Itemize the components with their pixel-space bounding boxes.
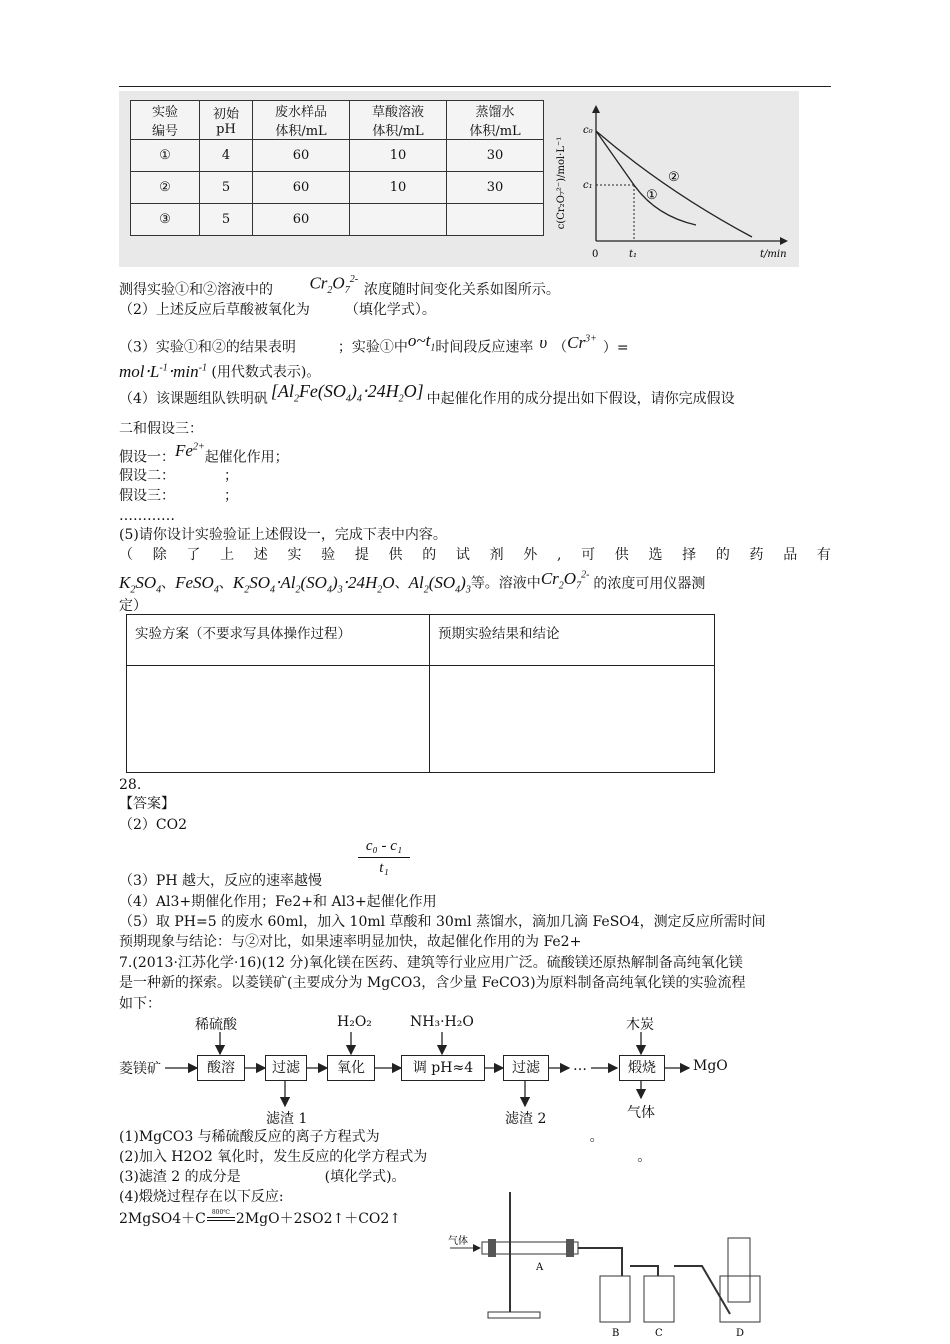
trough-D [720,1276,760,1322]
q5-char: 上 [220,547,235,563]
dichromate-formula: $Cr_2O_7^{2-}$ [309,273,359,297]
unit-formula: $mol\cdot L^{-1}\cdot\min^{-1}$ [119,361,207,381]
rate-fraction [358,838,410,877]
alum-formula: $[Al_2Fe(SO_4)_4\cdot 24H_2O]$ [270,381,424,405]
q5-char: 了 [186,547,201,563]
q4-text: 中起催化作用的成分提出如下假设，请你完成假设 [426,391,735,407]
x-axis-label: t/min [760,249,787,260]
y-axis-label: c(Cr₂O₇²⁻)/mol·L⁻¹ [556,136,567,230]
hypothesis-1 [119,440,289,467]
question-7-cont: 是一种新的探索。以菱镁矿(主要成分为 MgCO3，含少量 FeCO3)为原料制备高纯氧化镁的实验流程 [119,975,746,991]
flow-step-box: 煅烧 [619,1055,665,1081]
table-cell: ③ [131,204,200,236]
flow-step-box: 过滤 [503,1055,549,1081]
header-cell: 预期实验结果和结论 [430,615,715,666]
experiment-table [130,100,544,236]
q5-char: 验 [321,547,336,563]
concentration-graph [556,91,799,267]
flow-step-box: 酸溶 [197,1055,245,1081]
header-cell: 体积/mL [275,124,327,139]
q5-char: 试 [455,547,470,563]
question-7-1: (1)MgCO3 与稀硫酸反应的离子方程式为 。 [119,1129,604,1145]
reagents-text: 的浓度可用仪器测 [593,575,706,592]
header-cell: 初始 [212,107,239,122]
intro-line [119,272,560,299]
y-axis-arrow [592,105,600,113]
q5-char: 药 [749,547,764,563]
q5-char: 剂 [489,547,504,563]
question-7-4: (4)煅烧过程存在以下反应: [119,1189,284,1205]
header-rule [119,86,831,87]
table-cell: 4 [200,140,253,172]
q5-char: 供 [614,547,629,563]
table-cell: 30 [447,140,544,172]
flow-residue-label: 滤渣 2 [505,1111,547,1127]
equation-left: 2MgSO4＋C [119,1211,206,1227]
design-table [126,614,715,773]
t1-label: t₁ [629,249,638,260]
answer-2: （2）CO2 [119,817,188,833]
table-cell: 60 [253,204,350,236]
q3-text: (用代数式表示)。 [211,364,321,381]
label-D: D [736,1328,745,1339]
q3-text: （ [553,339,568,356]
header-cell: 体积/mL [372,124,424,139]
question-number: 28. [119,777,142,793]
header-cell: pH [216,122,236,137]
sep: 、 [218,575,233,592]
intro-text: 测得实验①和②溶液中的 [119,282,273,299]
answer-heading: 【答案】 [119,796,175,812]
table-row [127,615,715,666]
condition-text: 800℃ [211,1209,230,1216]
dichromate-formula: $Cr_2O_7^{2-}$ [540,568,590,592]
question-7: 7.(2013·江苏化学·16)(12 分)氧化镁在医药、建筑等行业应用广泛。硫酸镁还原热解制备高纯氧化镁 [119,955,743,971]
question-7-end: 如下： [119,996,161,1012]
tube-A [482,1242,578,1254]
table-cell: 10 [350,140,447,172]
table-cell: ② [131,172,200,204]
curve-1-label: ① [646,188,658,203]
answer-3: （3）PH 越大，反应的速率越慢 [119,873,322,889]
q3-text: ）= [602,339,629,356]
connector [674,1266,730,1314]
q5-char: , [556,547,562,563]
connector [630,1266,658,1276]
table-cell: ① [131,140,200,172]
flow-reagent-label: 稀硫酸 [195,1017,237,1033]
bottle-C [644,1276,674,1322]
x-axis-arrow [780,237,788,245]
hypothesis-2: 假设二： ； [119,468,238,484]
flow-product-label: MgO [693,1058,728,1074]
fraction-numerator: c₀ - c₁ [365,838,403,854]
ellipsis-line: ………… [119,508,175,524]
table-row [131,101,544,140]
q5-char: 供 [388,547,403,563]
feso4-formula: FeSO$_4$ [175,572,219,596]
bottle-B [600,1276,630,1322]
gas-label: 气体 [448,1236,468,1247]
q5-char: 实 [287,547,302,563]
answer-4: （4）Al3+期催化作用；Fe2+和 Al3+起催化作用 [119,894,437,910]
table-cell: 60 [253,140,350,172]
q5-char: 品 [783,547,798,563]
intro-text: 浓度随时间变化关系如图所示。 [363,282,560,299]
hyp-text: 假设一： [119,449,175,466]
reaction-equation [119,1210,401,1228]
reagents-text: 等。溶液中 [470,575,541,592]
question-4 [119,381,735,415]
answer-cell[interactable] [430,666,715,773]
answer-5: （5）取 PH=5 的废水 60ml，加入 10ml 草酸和 30ml 蒸馏水，滴加几滴 FeSO4，测定反应所需时间 [119,914,766,930]
flow-reagent-label: 木炭 [626,1017,654,1033]
rate-symbol: υ [539,332,548,352]
table-cell: 5 [200,172,253,204]
header-cell: 体积/mL [469,124,521,139]
collecting-tube [728,1238,750,1302]
cr3-formula: $Cr^{3+}$ [567,332,597,352]
equation-right: 2MgO＋2SO2↑＋CO2↑ [235,1211,402,1227]
hypothesis-3: 假设三： ； [119,488,238,504]
label-B: B [612,1328,620,1339]
question-5: (5)请你设计实验验证上述假设一，完成下表中内容。 [119,527,447,543]
flow-ellipsis: … [573,1058,587,1074]
header-cell: 蒸馏水 [475,105,515,120]
tube-stopper [488,1239,496,1257]
answer-5-conclusion: 预期现象与结论：与②对比，如果速率明显加快，故起催化作用的为 Fe2+ [119,934,582,950]
curve-2-label: ② [668,170,680,185]
header-cell: 草酸溶液 [371,105,424,120]
table-row [131,140,544,172]
q5-char: 选 [648,547,663,563]
question-4-cont: 二和假设三： [119,421,203,437]
flow-step-box: 过滤 [265,1055,307,1081]
question-5-end: 定） [119,598,147,614]
question-3-units [119,359,320,382]
flow-reagent-label: H₂O₂ [337,1014,372,1030]
curve-1 [596,131,696,225]
sep: 、 [394,575,409,592]
origin-label: 0 [592,249,599,260]
header-cell: 废水样品 [274,105,327,120]
flow-residue-label: 滤渣 1 [266,1111,308,1127]
header-cell: 编号 [151,124,178,139]
flow-reagent-label: NH₃·H₂O [410,1014,474,1030]
q5-char: 外 [523,547,538,563]
q3-text: （3）实验①和②的结果表明 ；实验①中 [119,339,408,356]
label-A: A [536,1262,544,1273]
equation-condition [206,1210,236,1228]
sep: 、 [161,575,176,592]
fe2-formula: $Fe^{2+}$ [175,440,205,460]
fraction-denominator: t₁ [379,860,389,876]
table-row [131,204,544,236]
flow-start-label: 菱镁矿 [119,1061,161,1077]
answer-cell[interactable] [127,666,430,773]
reagents-line [119,570,831,599]
q5-char: 可 [581,547,596,563]
table-cell: 60 [253,172,350,204]
q3-text: 时间段反应速率 [435,339,534,356]
stand-base [488,1312,540,1318]
c0-label: c₀ [583,125,593,136]
q5-char: 提 [354,547,369,563]
table-cell: 10 [350,172,447,204]
q5-char: 择 [682,547,697,563]
header-cell: 实验方案（不要求写具体操作过程） [127,615,430,666]
q5-char: 除 [152,547,167,563]
connector [578,1248,622,1276]
question-5-justified [119,546,831,564]
table-cell [447,204,544,236]
q5-char: 的 [715,547,730,563]
al2so43-formula: $Al_2(SO_4)_3$ [408,572,471,596]
flow-step-box: 调 pH≈4 [401,1055,485,1081]
k2so4-formula: $K_2SO_4$ [119,572,162,596]
question-7-3: (3)滤渣 2 的成分是 (填化学式)。 [119,1169,406,1185]
c1-label: c₁ [583,180,593,191]
table-cell: 30 [447,172,544,204]
tube-stopper [566,1239,574,1257]
table-row [127,666,715,773]
question-7-2: (2)加入 H2O2 氧化时，发生反应的化学方程式为 。 [119,1149,652,1165]
q4-text: （4）该课题组队铁明矾 [119,391,268,407]
apparatus-diagram [440,1186,800,1340]
fraction-bar [358,857,410,858]
table-cell: 5 [200,204,253,236]
table-cell [350,204,447,236]
header-cell: 实验 [151,105,178,120]
question-2: （2）上述反应后草酸被氧化为 （填化学式）。 [119,302,436,318]
q5-char: 有 [816,547,831,563]
q5-char: 述 [253,547,268,563]
hyp-text: 起催化作用； [204,449,289,466]
label-C: C [655,1328,663,1339]
k-alum-formula: $K_2SO_4\cdot Al_2(SO_4)_3\cdot 24H_2O$ [232,572,395,596]
q5-char: （ [119,547,133,563]
interval-formula: $o\sim t_1$ [407,330,436,354]
q5-char: 的 [422,547,437,563]
flow-gas-label: 气体 [627,1105,655,1121]
table-row [131,172,544,204]
flow-step-box: 氧化 [327,1055,375,1081]
